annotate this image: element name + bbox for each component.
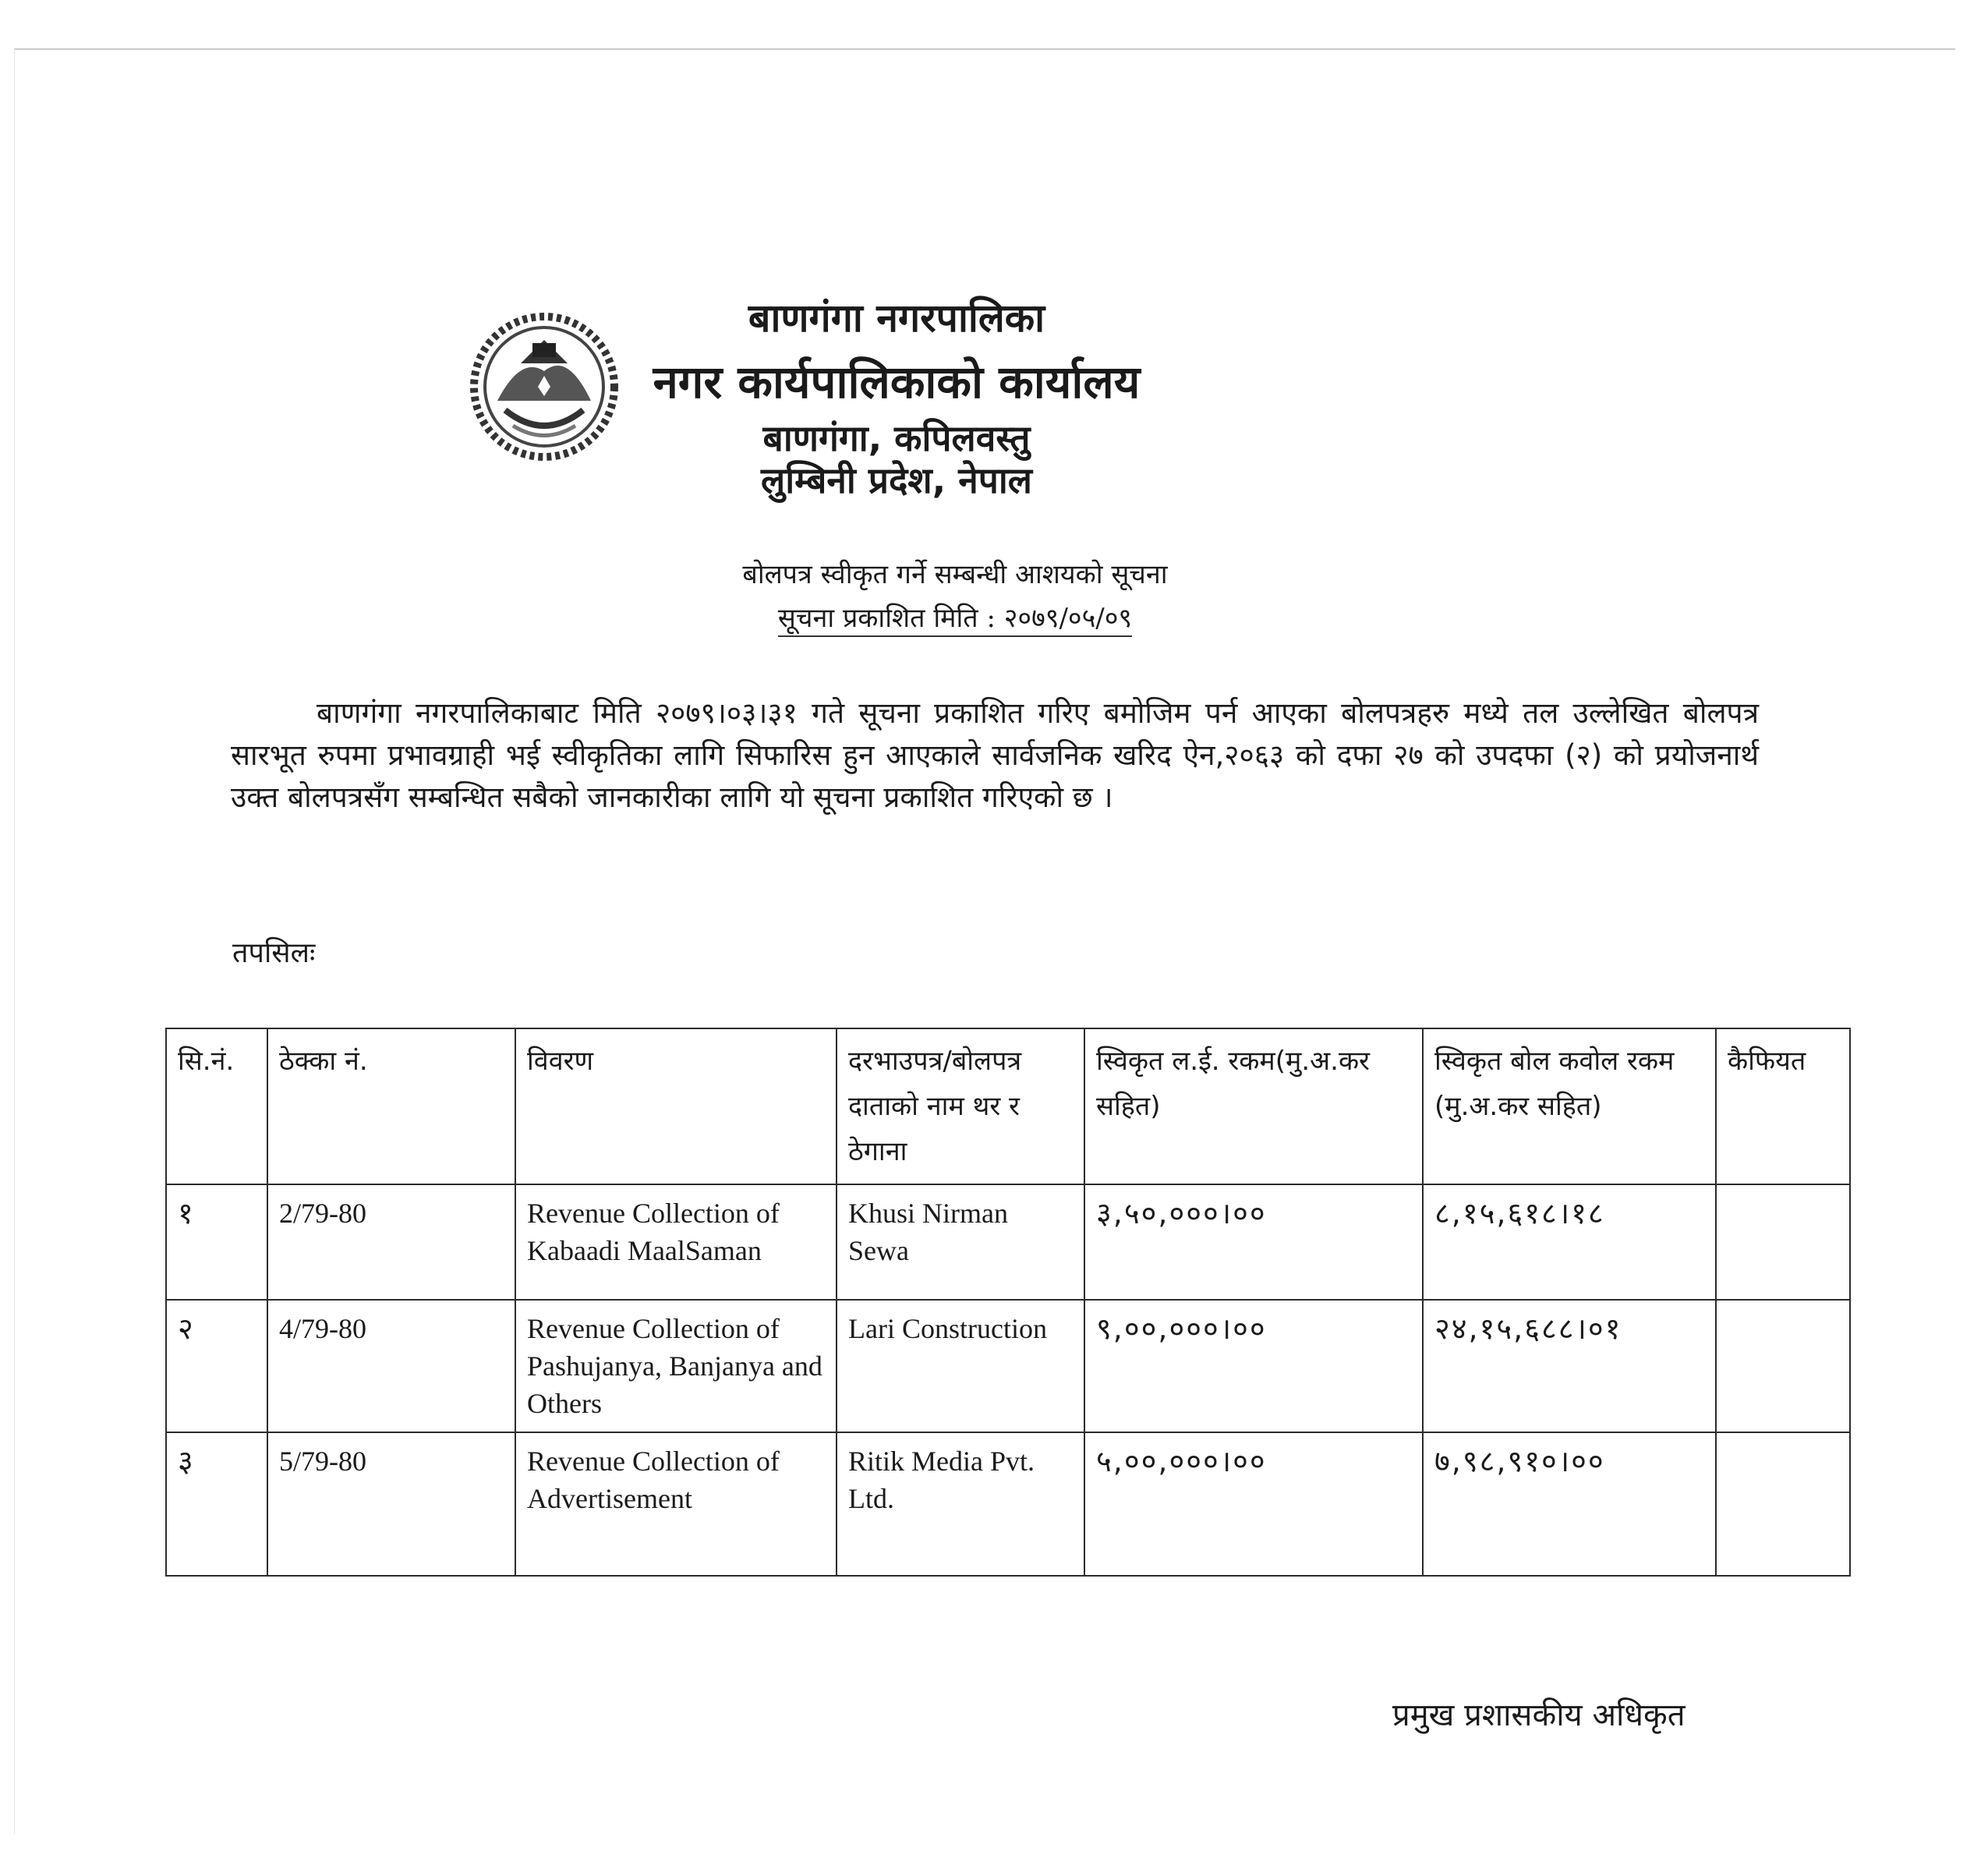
cell-remarks xyxy=(1716,1432,1850,1576)
schedule-label: तपसिलः xyxy=(232,937,316,969)
column-header: सि.नं. xyxy=(166,1028,267,1184)
cell-estimate: ५,००,०००।०० xyxy=(1084,1432,1423,1576)
cell-bid-amount: ७,९८,९१०।०० xyxy=(1423,1432,1716,1576)
cell-bidder: Ritik Media Pvt. Ltd. xyxy=(837,1432,1084,1576)
cell-contract-no: 2/79-80 xyxy=(267,1184,515,1300)
office-name: नगर कार्यपालिकाको कार्यालय xyxy=(653,356,1141,409)
column-header: स्विकृत ल.ई. रकम(मु.अ.कर सहित) xyxy=(1084,1028,1423,1184)
column-header: कैफियत xyxy=(1716,1028,1850,1184)
column-header: विवरण xyxy=(515,1028,837,1184)
cell-remarks xyxy=(1716,1184,1850,1300)
cell-serial: १ xyxy=(166,1184,267,1300)
table-row xyxy=(166,1184,1850,1300)
office-province: लुम्बिनी प्रदेश, नेपाल xyxy=(761,459,1032,501)
cell-description: Revenue Collection of Kabaadi MaalSaman xyxy=(515,1184,837,1300)
municipality-name: बाणगंगा नगरपालिका xyxy=(748,296,1045,341)
cell-contract-no: 5/79-80 xyxy=(267,1432,515,1576)
notice-published-date xyxy=(546,599,1364,635)
cell-remarks xyxy=(1716,1300,1850,1432)
cell-serial: २ xyxy=(166,1300,267,1432)
cell-bidder: Lari Construction xyxy=(837,1300,1084,1432)
notice-published-date-text: सूचना प्रकाशित मिति : २०७९/०५/०९ xyxy=(778,603,1132,637)
tender-table xyxy=(165,1028,1851,1577)
cell-bid-amount: २४,१५,६८८।०१ xyxy=(1423,1300,1716,1432)
cell-estimate: ३,५०,०००।०० xyxy=(1084,1184,1423,1300)
notice-body: बाणगंगा नगरपालिकाबाट मिति २०७९।०३।३१ गते सूचना प्रकाशित गरिए बमोजिम पर्न आएका बोलपत्रहरु मध्ये तल उल्लेखित बोलपत्र सारभूत रुपमा प्रभावग्राही भई स्वीकृतिका लागि सिफारिस हुन आएकाले सार्वजनिक खरिद ऐन,२०६३ को दफा २७ को उपदफा (२) को प्रयोजनार्थ उक्त बोलपत्रसँग सम्बन्धित सबैको जानकारीका लागि यो सूचना प्रकाशित गरिएको छ । xyxy=(231,696,1759,814)
page-top-rule xyxy=(14,48,1955,50)
column-header: स्विकृत बोल कवोल रकम (मु.अ.कर सहित) xyxy=(1423,1028,1716,1184)
page-left-rule xyxy=(14,48,15,1834)
notice-title: बोलपत्र स्वीकृत गर्ने सम्बन्धी आशयको सूचना xyxy=(742,559,1168,590)
office-location: बाणगंगा, कपिलवस्तु xyxy=(762,417,1031,459)
cell-bidder: Khusi Nirman Sewa xyxy=(837,1184,1084,1300)
cell-bid-amount: ८,१५,६१८।१८ xyxy=(1423,1184,1716,1300)
cell-estimate: ९,००,०००।०० xyxy=(1084,1300,1423,1432)
cell-serial: ३ xyxy=(166,1432,267,1576)
cell-contract-no: 4/79-80 xyxy=(267,1300,515,1432)
table-row xyxy=(166,1300,1850,1432)
table-row xyxy=(166,1432,1850,1576)
column-header: दरभाउपत्र/बोलपत्र दाताको नाम थर र ठेगाना xyxy=(837,1028,1084,1184)
cell-description: Revenue Collection of Advertisement xyxy=(515,1432,837,1576)
cell-description: Revenue Collection of Pashujanya, Banjanya and Others xyxy=(515,1300,837,1432)
signature-title: प्रमुख प्रशासकीय अधिकृत xyxy=(1392,1697,1686,1733)
column-header: ठेक्का नं. xyxy=(267,1028,515,1184)
table-header-row xyxy=(166,1028,1850,1184)
